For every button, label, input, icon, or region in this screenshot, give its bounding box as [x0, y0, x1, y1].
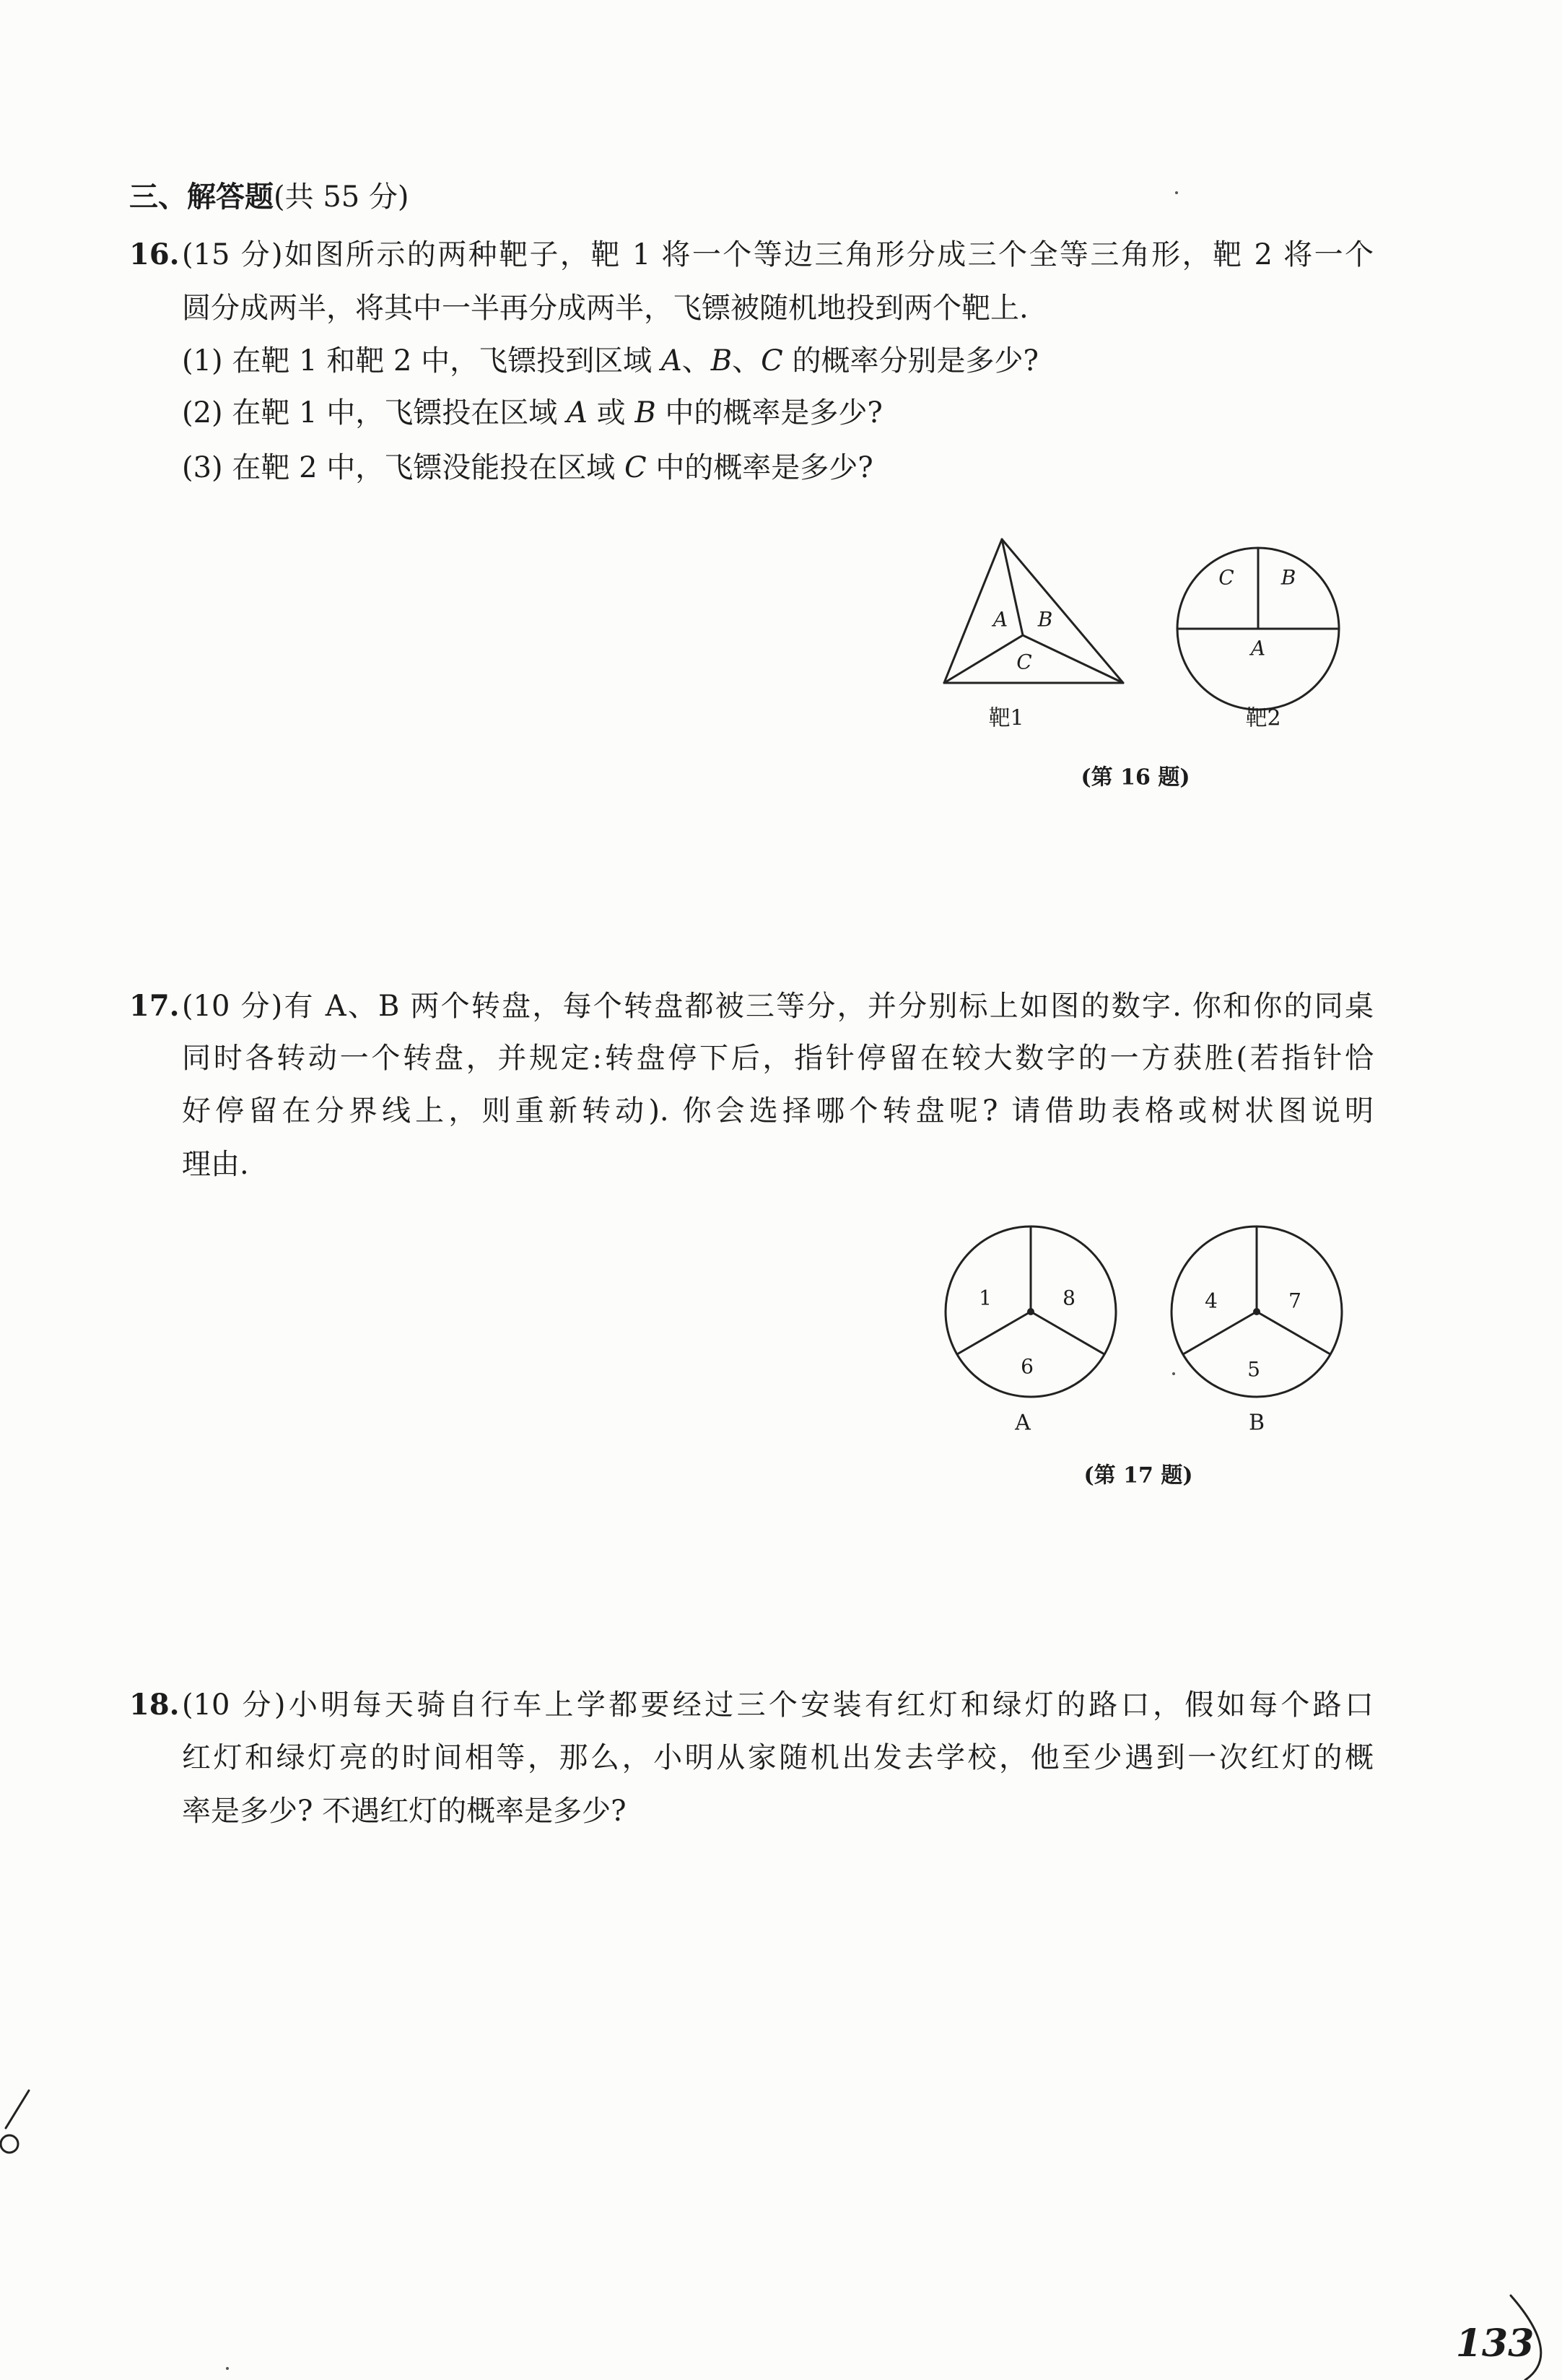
question-18-number: 18.	[129, 1688, 180, 1722]
spinner-b-number-1: 4	[1205, 1289, 1218, 1313]
part-label: (3)	[182, 451, 223, 484]
region-letter: A	[566, 396, 588, 430]
margin-mark	[0, 2079, 43, 2166]
question-16-stem-line-2: 圆分成两半，将其中一半再分成两半，飞镖被随机地投到两个靶上.	[182, 292, 1029, 325]
question-17-number: 17.	[129, 989, 180, 1023]
spinner-b	[1172, 1226, 1342, 1436]
spinner-divider	[1183, 1312, 1257, 1354]
section-heading	[129, 179, 409, 215]
margin-stroke	[6, 2091, 29, 2128]
spinner-a	[946, 1226, 1116, 1436]
region-letter: C	[624, 451, 647, 484]
triangle-outline	[944, 539, 1123, 683]
figure-17	[924, 1213, 1371, 1501]
figure-16	[924, 520, 1371, 801]
part-label: (2)	[182, 396, 223, 430]
question-17-stem-line-4: 理由.	[182, 1148, 249, 1181]
region-letter: B	[634, 396, 656, 430]
target-1-region-c: C	[1016, 650, 1032, 674]
part-label: (1)	[182, 344, 223, 378]
target-2-caption: 靶2	[1245, 705, 1281, 731]
spinner-a-number-3: 6	[1021, 1354, 1034, 1379]
part-text: 在靶 1 中，飞镖投在区域	[232, 396, 567, 430]
target-2-circle	[1177, 548, 1339, 731]
page-number: 133	[1455, 2322, 1535, 2366]
tab-arc-stroke	[1511, 2296, 1541, 2380]
question-18-stem-line-1: (10 分)小明每天骑自行车上学都要经过三个安装有红灯和绿灯的路口，假如每个路口	[182, 1688, 1374, 1722]
section-score: (共 55 分)	[274, 180, 409, 214]
part-text: 、	[732, 344, 762, 378]
spinner-b-number-2: 7	[1288, 1289, 1301, 1313]
part-text: 在靶 2 中，飞镖没能投在区域	[232, 451, 624, 484]
part-text: 中的概率是多少?	[646, 451, 873, 484]
page-tab-arc	[1501, 2288, 1562, 2380]
triangle-divider	[944, 635, 1023, 683]
part-text: 中的概率是多少?	[655, 396, 883, 430]
spinner-a-number-1: 1	[979, 1286, 992, 1310]
question-17-stem-line-2: 同时各转动一个转盘，并规定:转盘停下后，指针停留在较大数字的一方获胜(若指针恰	[182, 1042, 1374, 1075]
part-text: 、	[681, 344, 711, 378]
part-text: 或	[587, 396, 635, 430]
region-letter: A	[660, 344, 682, 378]
question-17-stem-line-1: (10 分)有 A、B 两个转盘，每个转盘都被三等分，并分别标上如图的数字. 你和你的同桌	[182, 990, 1374, 1023]
target-1-region-a: A	[992, 607, 1008, 632]
question-16-part-2	[182, 395, 883, 431]
spinner-divider	[957, 1312, 1031, 1354]
target-2-region-a: A	[1250, 636, 1266, 661]
spinner-a-number-2: 8	[1063, 1286, 1075, 1310]
question-18-stem-line-3: 率是多少? 不遇红灯的概率是多少?	[182, 1795, 627, 1828]
part-text: 在靶 1 和靶 2 中，飞镖投到区域	[232, 344, 661, 378]
question-16-part-1	[182, 343, 1039, 379]
scan-speck	[1172, 1372, 1175, 1375]
target-1-region-b: B	[1037, 607, 1053, 632]
part-text: 的概率分别是多少?	[782, 344, 1039, 378]
spinner-center-dot	[1027, 1308, 1034, 1315]
figure-16-caption: (第 16 题)	[1081, 764, 1190, 790]
question-16-stem-line-1: (15 分)如图所示的两种靶子，靶 1 将一个等边三角形分成三个全等三角形，靶 2 将一个	[182, 238, 1374, 271]
spinner-a-caption: A	[1015, 1410, 1031, 1436]
margin-loop	[1, 2135, 18, 2153]
question-18-stem-line-2: 红灯和绿灯亮的时间相等，那么，小明从家随机出发去学校，他至少遇到一次红灯的概	[182, 1741, 1374, 1774]
scan-speck	[226, 2367, 229, 2370]
section-title: 三、解答题	[129, 180, 274, 214]
region-letter: B	[710, 344, 733, 378]
figure-17-caption: (第 17 题)	[1083, 1463, 1193, 1488]
triangle-divider	[1023, 635, 1123, 683]
question-17-stem-line-3: 好停留在分界线上，则重新转动). 你会选择哪个转盘呢? 请借助表格或树状图说明	[182, 1094, 1374, 1128]
spinner-divider	[1257, 1312, 1330, 1354]
spinner-divider	[1031, 1312, 1104, 1354]
spinner-center-dot	[1253, 1308, 1260, 1315]
spinner-b-number-3: 5	[1247, 1357, 1260, 1382]
region-letter: C	[761, 344, 783, 378]
target-1-triangle	[944, 539, 1123, 731]
scan-speck	[1175, 191, 1178, 194]
spinner-b-caption: B	[1248, 1410, 1265, 1436]
question-16-part-3	[182, 450, 873, 486]
target-2-region-c: C	[1218, 565, 1234, 590]
target-1-caption: 靶1	[988, 705, 1024, 731]
target-2-region-b: B	[1280, 565, 1296, 590]
question-16-number: 16.	[129, 237, 180, 271]
